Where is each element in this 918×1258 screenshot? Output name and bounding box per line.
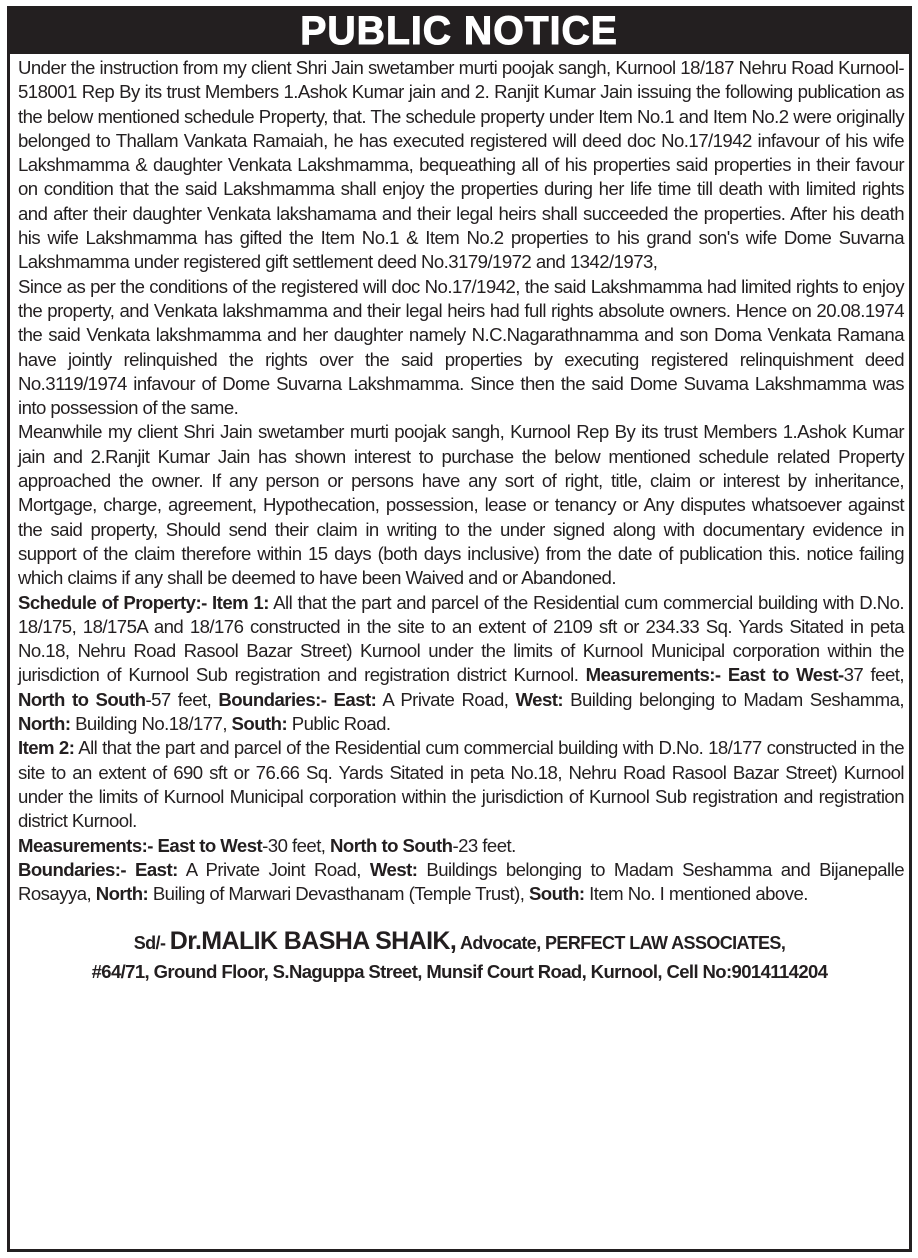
schedule-item-2: [18, 736, 904, 833]
item1-south-boundary: Public Road.: [287, 713, 391, 735]
item1-west-boundary: Building belonging to Madam Seshamma,: [563, 688, 905, 710]
item1-south-label: South:: [231, 713, 288, 735]
item1-north-label: North:: [18, 713, 71, 735]
paragraph-instruction: Under the instruction from my client Shri Jain swetamber murti poojak sangh, Kurnool 18/187 Nehru Road Kurnool-518001 Rep By its trust Members 1.Ashok Kumar jain and 2. Ranjit Kumar Jain issuing the following publication as the below mentioned schedule Property, that. The schedule property under Item No.1 and Item No.2 were originally belonged to Thallam Vankata Ramaiah, he has executed registered will deed doc No.17/1942 infavour of his wife Lakshmamma & daughter Venkata Lakshmamma, bequeathing all of his properties said properties in their favour on condition that the said Lakshmamma shall enjoy the properties during her life time till death with limited rights and after their daughter Venkata lakshamama and their legal heirs shall succeeded the properties. After his death his wife Lakshmamma has gifted the Item No.1 & Item No.2 properties to his grand son's wife Dome Suvarna Lakshmamma under registered gift settlement deed No.3179/1972 and 1342/1973,: [18, 57, 904, 273]
paragraph-rights-history: Since as per the conditions of the registered will doc No.17/1942, the said Lakshmamma had limited rights to enjoy the property, and Venkata lakshmamma and their legal heirs had full rights absolute owners. Hence on 20.08.1974 the said Venkata lakshmamma and her daughter namely N.C.Nagarathnamma and son Doma Venkata Ramana have jointly relinquished the rights over the said properties by executing registered relinquishment deed No.3119/1974 infavour of Dome Suvarna Lakshmamma. Since then the said Dome Suvama Lakshmamma was into possession of the same.: [18, 275, 904, 419]
notice-body: [10, 54, 909, 906]
schedule-heading: Schedule of Property:- Item 1:: [18, 591, 269, 613]
item2-boundaries-label: Boundaries:- East:: [18, 858, 178, 880]
item1-north-south-value: -57 feet,: [145, 688, 219, 710]
item2-label: Item 2:: [18, 737, 75, 759]
item1-east-west-value: 37 feet,: [843, 664, 904, 686]
advocate-address: #64/71, Ground Floor, S.Naguppa Street, Munsif Court Road, Kurnool, Cell No:9014114204: [91, 961, 828, 983]
item2-north-label: North:: [95, 883, 149, 905]
item1-north-boundary: Building No.18/177,: [70, 713, 232, 735]
item2-east-boundary: A Private Joint Road,: [177, 858, 370, 880]
advocate-name: Dr.MALIK BASHA SHAIK,: [169, 927, 457, 956]
item2-west-label: West:: [369, 858, 418, 880]
item1-description: All that the part and parcel of the Residential cum commercial building with D.No. 18/175, 18/175A and 18/176 constructed in the site to an extent of 2109 sft or 234.33 Sq. Yards Sitated in peta No.18, Nehru Road Rasool Bazar Street) Kurnool under the limits of Kurnool Municipal corporation within the jurisdiction of Kurnool Sub registration and registration district Kurnool.: [18, 591, 904, 686]
item2-north-boundary: Builing of Marwari Devasthanam (Temple Trust),: [148, 883, 529, 905]
item2-north-south-label: North to South: [330, 834, 453, 856]
item1-east-boundary: A Private Road,: [376, 688, 516, 710]
signature-line: [10, 926, 909, 958]
item1-west-label: West:: [515, 688, 564, 710]
public-notice-frame: [7, 6, 912, 1252]
notice-header: [10, 9, 909, 54]
notice-title: PUBLIC NOTICE: [300, 9, 619, 53]
item2-north-south-value: -23 feet.: [452, 834, 516, 856]
paragraph-claims-invitation: Meanwhile my client Shri Jain swetamber murti poojak sangh, Kurnool Rep By its trust Members 1.Ashok Kumar jain and 2.Ranjit Kumar Jain has shown interest to purchase the below mentioned schedule related Property approached the owner. If any person or persons have any sort of right, title, claim or interest by inheritance, Mortgage, charge, agreement, Hypothecation, possession, lease or tenancy or Any disputes whatsoever against the said property, Should send their claim in writing to the under signed along with documentary evidence in support of the claim therefore within 15 days (both days inclusive) from the date of publication this. notice failing which claims if any shall be deemed to have been Waived and or Abandoned.: [18, 421, 904, 589]
item1-boundaries-label: Boundaries:- East:: [218, 688, 377, 710]
item1-measurements-label: Measurements:- East to West-: [585, 664, 844, 686]
advocate-firm: Advocate, PERFECT LAW ASSOCIATES,: [456, 933, 786, 954]
signature-block: [10, 926, 909, 986]
item2-measurements: [18, 834, 904, 858]
item1-north-south-label: North to South: [18, 688, 146, 710]
item2-east-west-value: -30 feet,: [262, 834, 331, 856]
item2-description: All that the part and parcel of the Residential cum commercial building with D.No. 18/177 constructed in the site to an extent of 690 sft or 76.66 Sq. Yards Sitated in peta No.18, Nehru Road Rasool Bazar Street) Kurnool under the limits of Kurnool Municipal corporation within the jurisdiction of Kurnool Sub registration and registration district Kurnool.: [18, 737, 904, 832]
schedule-item-1: [18, 591, 904, 737]
item2-measurements-label: Measurements:- East to West: [18, 834, 263, 856]
item2-south-boundary: Item No. I mentioned above.: [584, 883, 808, 905]
item2-boundaries: [18, 858, 904, 907]
item2-south-label: South:: [528, 883, 585, 905]
item2-west-boundary: Buildings belonging to Madam Seshamma and Bijanepalle Rosayya,: [18, 858, 905, 905]
signature-prefix: Sd/-: [133, 933, 170, 954]
